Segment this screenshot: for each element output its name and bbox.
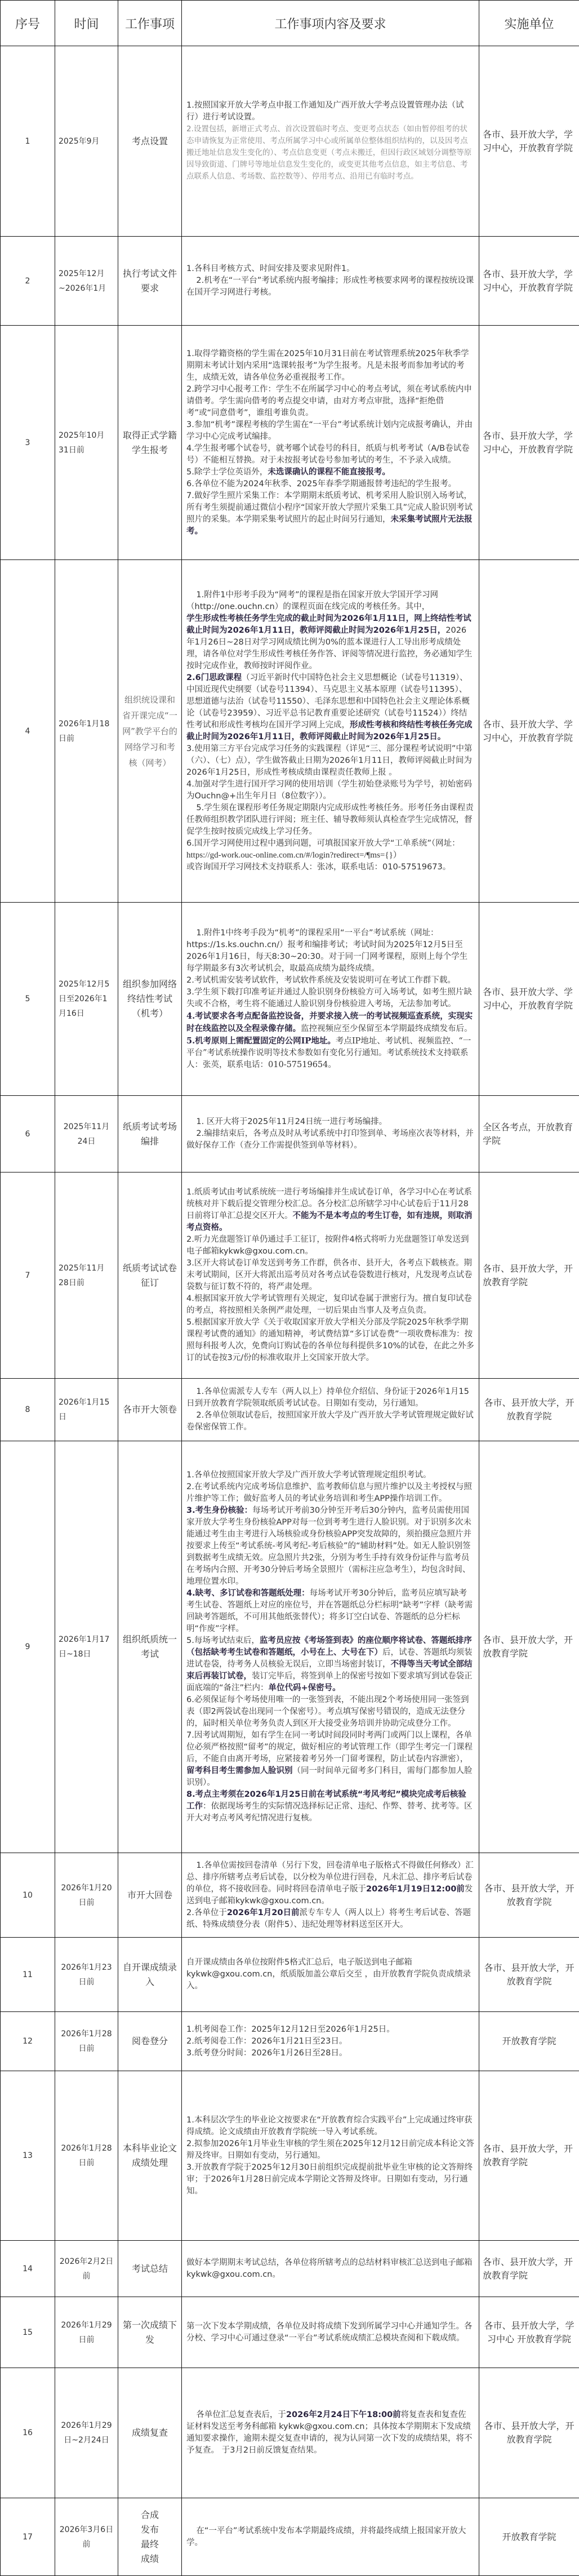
- content-para: 2.编排结束后，各考点及时从考试系统中打印签到单、考场座次表等材料，并做好保存工作（查分工作需提供签到单等材料）。: [186, 1129, 474, 1150]
- content-para: 在“一平台”考试系统中发布本学期最终成绩，并将最终成绩上报国家开放大学。: [186, 2526, 466, 2547]
- row-no: 2: [1, 237, 55, 326]
- row-unit: 各市、县开放大学，开放教育学院: [479, 2071, 579, 2241]
- header-item: 工作事项: [118, 1, 182, 46]
- row-item: 成绩复查: [118, 2368, 182, 2498]
- row-unit: 各市、县开放大学，开放教育学院: [479, 2368, 579, 2498]
- content-para: 3.使用第三方平台完成学习任务的实践课程（详见“三、部分课程考试说明”中第（六）、（七）点），学生做答截止日期为2026年1月11日，教师评阅截止时间为2026年1月25日，形成性考核成绩由课程责任教师上报 。: [186, 744, 473, 777]
- content-para: 2.纸考阅卷工作：2026年1月21日至23日。: [186, 2036, 348, 2046]
- row-unit: 各市、县开放大学，学习中心，开放教育学院: [479, 237, 579, 326]
- table-row: [1, 1441, 579, 1853]
- header-time: 时间: [55, 1, 118, 46]
- table-row: [1, 2012, 579, 2071]
- row-unit: 开放教育学院: [479, 2012, 579, 2071]
- table-row: [1, 560, 579, 903]
- row-unit: 各市、县开放大学，开放教育学院: [479, 1172, 579, 1379]
- content-para: 4.学生报考哪个试卷号，就考哪个试卷号的科目，纸质与机考考试（A/B卷试卷号）不能相互替换。对于未按报考试卷号参加考试的考生，不予录入成绩。: [186, 443, 470, 465]
- row-item: 执行考试文件要求: [118, 237, 182, 326]
- row-item: 市开大回卷: [118, 1853, 182, 1938]
- content-para: 4.考试要求各考点配备监控设备，并要求接入统一的考试视频巡查系统，实现实时在线监控以及全程录像存储。监控视频应至少保留至本学期最终成绩发布后。: [186, 1011, 473, 1033]
- header-no: 序号: [1, 1, 55, 46]
- row-content: [182, 1853, 479, 1938]
- row-unit: 各市、县开放大学，学习中心 开放教育学院: [479, 2297, 579, 2368]
- row-no: 3: [1, 326, 55, 560]
- row-content: [182, 2498, 479, 2576]
- content-para: 学生形成性考核任务学生完成的截止时间为2026年1月11日，网上终结性考试截止时间为2026年1月11日，教师评阅截止时间为2026年1月25日，2026年1月26日~28日对学习网成绩比例为0%的蓝本课进行人工导出形考成绩处理，请各单位对学生形成性考核任务作答、评阅等情况进行监控，务必通知学生按时完成作业，教师按时评阅作业。: [186, 614, 473, 670]
- row-no: 13: [1, 2071, 55, 2241]
- content-para: 2.拟参加2026年1月毕业生审核的学生须在2025年12月12日前完成本科论文答辩及终审。日期如有变动，另行通知。: [186, 2139, 474, 2160]
- row-item: 纸质考试考场编排: [118, 1096, 182, 1172]
- content-para: 5.根据国家开放大学《关于收取国家开放大学相关分部及学院2025年秋季学期课程考试费的通知》的通知精神，考试费结算“多订试卷费”一项收费标准为：按照每科报考人次，免费向订购试卷的各单位每科提供多10%的试卷，在此之外多订的试卷按3元/份的标准收取并上交国家开放大学。: [186, 1318, 474, 1362]
- row-unit: 各市、县开放大学，学习中心，开放教育学院: [479, 326, 579, 560]
- row-unit: 各市、县开放大学、学习中心，开放教育学院: [479, 560, 579, 903]
- row-no: 1: [1, 46, 55, 237]
- emphasis-text: 学生形成性考核任务学生完成的截止时间为2026年1月11日，网上终结性考试截止时间为2026年1月11日，教师评阅截止时间为2026年1月25日，: [186, 614, 471, 635]
- row-time: 2026年2月2日前: [55, 2241, 118, 2297]
- content-para: 2.6门思政课程（习近平新时代中国特色社会主义思想概论（试卷号11319）、中国近现代史纲要（试卷号11394）、马克思主义基本原理（试卷号11395）、思想道德与法治（试卷号11550）、毛泽东思想和中国特色社会主义理论体系概论（试卷号23959）、习近平总书记教育重要论述研究（试卷号11524））终结性考试和形成性考核均在国开学习网上完成，形成性考核和终结性考核任务完成截止时间为2026年1月11日，教师评阅截止时间为2026年1月25日。: [186, 673, 473, 741]
- row-unit: 各市、县开放大学，开放教育学院: [479, 1938, 579, 2012]
- row-time: 2026年1月29日~2月24日: [55, 2368, 118, 2498]
- row-time: 2025年11月24日: [55, 1096, 118, 1172]
- content-para: 4.缺考、多订试卷和答题纸处理：每场考试开考30分钟后，监考员应填写缺考考生试卷、答题纸上对应的座位号，并在答题纸总分栏标明“缺考”字样（缺考需回缺考答题纸，不可用其他纸张替代）；将多订空白试卷、答题纸的总分栏标明“作废”字样。: [186, 1589, 473, 1633]
- emphasis-text: 2026年1月20日前: [226, 1908, 300, 1917]
- emphasis-text: 形成性考核和终结性考核任务完成截止时间为2026年1月11日，教师评阅截止时间为2026年1月25日。: [186, 720, 473, 741]
- row-no: 17: [1, 2498, 55, 2576]
- row-no: 8: [1, 1379, 55, 1441]
- content-para: 1.各单位需派专人专车（两人以上）持单位介绍信、身份证于2026年1月15日到开放教育学院领取纸质考试试卷。日期如有变动，另行通知。: [186, 1387, 469, 1408]
- content-para: 2.听力光盘题签订单仍通过手工征订，按附件4格式将听力光盘题签订单发送到电子邮箱kykwk@gxou.com.cn。: [186, 1235, 469, 1256]
- row-item: 阅卷登分: [118, 2012, 182, 2071]
- row-no: 4: [1, 560, 55, 903]
- table-row: [1, 1172, 579, 1379]
- row-time: 2026年1月28日前: [55, 2012, 118, 2071]
- row-time: 2026年1月18日前: [55, 560, 118, 903]
- row-item: 取得正式学籍学生报考: [118, 326, 182, 560]
- emphasis-text: 2026年1月19日12:00前: [366, 1884, 465, 1894]
- emphasis-text: 2026年2月24日下午18:00前: [286, 2410, 401, 2419]
- row-unit: 各市、县开放大学，开放教育学院: [479, 1853, 579, 1938]
- row-item: 考试总结: [118, 2241, 182, 2297]
- content-para: 5.除学士学位英语外，未选课确认的课程不能直接报考。: [186, 467, 390, 477]
- content-para: 做好本学期期末考试总结，各单位将所辖考点的总结材料审核汇总送到电子邮箱kykwk@gxou.com.cn。: [186, 2258, 473, 2279]
- row-content: [182, 903, 479, 1096]
- content-para: 第一次下发本学期成绩，各单位及时将成绩下发到所属学习中心并通知学生。各分校、学习中心可通过登录“一平台”考试系统成绩汇总模块查阅和下载成绩。: [186, 2321, 473, 2343]
- row-item: 本科毕业论文成绩处理: [118, 2071, 182, 2241]
- table-row: [1, 2297, 579, 2368]
- table-row: [1, 2241, 579, 2297]
- emphasis-text: 监考员应按《考场签到表》的座位顺序将试卷、答题纸排序（包括缺考考生试卷和答题纸，小号在上、大号在下）: [186, 1636, 472, 1657]
- content-para: 2.设置包括，新增正式考点、首次设置临时考点、变更考点状态（如由暂停组考的状态申请恢复为正常使用、考点所属学习中心或所属单位整体组织结构的，以及因考点搬迁地址信息发生变化的）、考点信息变更（考点未搬迁，但因行政区域划分调整等原因导致街道、门牌号等地址信息发生变化的，或变更其他考点信息，如主考信息、考点联系人信息、考场数、监控数等）、停用考点、沿用已有临时考点。: [186, 125, 472, 181]
- row-unit: 各市、县开放大学，开放教育学院: [479, 2241, 579, 2297]
- row-content: [182, 1379, 479, 1441]
- content-para: 2.在考试系统内完成考场信息维护、监考教师信息与照片维护以及主考授权与照片维护等工作；做好监考人员的考试业务培训和考生APP操作培训工作。: [186, 1482, 472, 1503]
- row-item: 组织纸质统一考试: [118, 1441, 182, 1853]
- content-para: 2.考试机需安装考试软件，考试软件系统及安装说明可在考试工作群下载。: [186, 975, 456, 985]
- row-content: [182, 237, 479, 326]
- row-no: 15: [1, 2297, 55, 2368]
- row-time: 2025年11月28日前: [55, 1172, 118, 1379]
- content-para: 2.各单位领取试卷后，按照国家开放大学及广西开放大学考试管理规定做好试卷保密保管工作。: [186, 1411, 474, 1432]
- row-content: [182, 1441, 479, 1853]
- content-para: 1.附件1中形考手段为“网考”的课程是指在国家开放大学国开学习网（http://one.ouchn.cn）的课程页面在线完成的考核任务。其中，: [186, 590, 438, 611]
- row-time: 2025年10月31日前: [55, 326, 118, 560]
- row-time: 2026年1月23日前: [55, 1938, 118, 2012]
- content-para: 1.纸质考试由考试系统统一进行考场编排并生成试卷订单，各学习中心在考试系统核对并下载后提交管理分校汇总。各分校汇总所辖学习中心试卷后于11月28日前将订单汇总提交区开大。不能为不是本考点的考生订卷，如有违规，则取消考点资格。: [186, 1188, 473, 1232]
- row-unit: 各市、县开放大学，开放教育学院: [479, 1379, 579, 1441]
- row-content: [182, 2368, 479, 2498]
- work-order-system-link[interactable]: https://gd-work.ouc-online.com.cn/#/login?redirect=/¶ms={}）: [186, 850, 402, 860]
- row-no: 16: [1, 2368, 55, 2498]
- emphasis-text: 未选课确认的课程不能直接报考。: [268, 467, 390, 477]
- emphasis-text: 2.6门思政课程: [186, 673, 242, 682]
- content-para: 8.考点主考须在2026年1月25日前在考试系统“考风考纪”模块完成考后核验工作：依据现场考生的实际情况选择标记正常、违纪、作弊、替考、扰考等。区开大对考点考风考纪情况进行复核。: [186, 1790, 473, 1823]
- content-para: 3.区开大将试卷订单发送到考务工作群，供各市、县开大，各考点下载核查。期末考试期间，区开大将派出巡考员对各考点试卷袋数进行核对，凡发现考点试卷袋数与征订数不符的，将严肃处理。: [186, 1259, 473, 1291]
- content-para: 5.学生须在课程形考任务规定期限内完成形成性考核任务。形考任务由课程责任教师组织教学团队进行评阅；班主任、辅导教师须认真检查学生完成情况，督促学生按时按质完成线上学习任务。: [186, 803, 474, 836]
- row-content: [182, 2071, 479, 2241]
- content-para: 3.考生身份核验：每场考试开考前30分钟至开考后30分钟内，监考员需使用国家开放大学考生身份核验APP对每一位到考考生进行人脸识别。对于识别多次未能通过考生由主考进行入场核验或身份核验APP突发故障的，须拍摄应急照片并按要求上传至“考试系统-考风考纪-考后核验”的“辅助材料”处。如无人脸识别签到数据考生成绩无效。应急照片共2张，分别为考生手持有效身份证件与监考员在考场内合照、开考30分钟后考场全景照片（需标注应急考生），均包含时间、地理位置水印。: [186, 1506, 471, 1586]
- emphasis-text: 8.考点主考须在2026年1月25日前在考试系统“考风考纪”模块完成考后核验工作: [186, 1790, 466, 1811]
- row-unit: 各市、县开放大学，开放教育学院: [479, 1441, 579, 1853]
- content-para: 1.取得学籍资格的学生需在2025年10月31日前在考试管理系统2025年秋季学期期末考试计划内采用“选课转报考”为学生报考。凡是未报考而参加考试的考生，成绩无效，请各单位务必重视报考工作。: [186, 349, 469, 382]
- content-para: 1.各科目考核方式、时间安排及要求见附件1。: [186, 264, 355, 273]
- row-item: 各市开大领卷: [118, 1379, 182, 1441]
- row-time: 2026年1月20日前: [55, 1853, 118, 1938]
- row-item: 组织统设课和省开课完成“一网”教学平台的网络学习和考核（网考）: [118, 560, 182, 903]
- emphasis-text: 4.缺考、多订试卷和答题纸处理：: [186, 1589, 310, 1598]
- emphasis-text: 留考科目考生需参加人脸识别: [186, 1766, 293, 1775]
- content-para: 2.各单位于2026年1月20日前派专车专人（两人以上）将考生考后试卷、答题纸、特殊成绩登分表（附件5）、违纪处理等材料送至区开大。: [186, 1908, 471, 1929]
- row-content: [182, 1938, 479, 2012]
- row-no: 9: [1, 1441, 55, 1853]
- row-content: [182, 2012, 479, 2071]
- table-row: [1, 2071, 579, 2241]
- row-content: [182, 2241, 479, 2297]
- content-para: 2.跨学习中心报考工作：学生不在所属学习中心的考点考试，须在考试系统内申请借考。学生需向借考的考点提交申请，由对方考点审批，选择“拒绝借考”或“同意借考”，谁组考谁负责。: [186, 384, 472, 418]
- content-para: 3.开放教育学院于2025年12月30日前组织完成提前批毕业生审核的论文答辩终审；于2026年1月28日前完成本学期论文答辩及终审。日期如有变动，另行通知。: [186, 2162, 473, 2196]
- row-time: 2025年9月: [55, 46, 118, 237]
- row-no: 11: [1, 1938, 55, 2012]
- table-row: [1, 2368, 579, 2498]
- row-item: 第一次成绩下发: [118, 2297, 182, 2368]
- row-content: [182, 2297, 479, 2368]
- content-para: 或咨询国开学习网技术支持联系人：张冰，联系电话：010-57519673。: [186, 862, 451, 872]
- row-content: [182, 326, 479, 560]
- header-unit: 实施单位: [479, 1, 579, 46]
- table-row: [1, 46, 579, 237]
- header-content: 工作事项内容及要求: [182, 1, 479, 46]
- row-no: 5: [1, 903, 55, 1096]
- row-no: 7: [1, 1172, 55, 1379]
- content-para: 4.加强对学生进行国开学习网的使用培训（学生初始登录账号为学号，初始密码为Ouchn@+出生年月日（8位数字））。: [186, 779, 472, 801]
- content-para: 1.按照国家开放大学考点申报工作通知及广西开放大学考点设置管理办法（试行）进行考试设置。: [186, 101, 464, 122]
- row-item: 纸质考试试卷征订: [118, 1172, 182, 1379]
- row-unit: 全区各考点，开放教育学院: [479, 1096, 579, 1172]
- content-para: 1.本科层次学生的毕业论文按要求在“开放教育综合实践平台”上完成通过终审获得成绩。论文成绩由开放教育学院统一导入考试系统。: [186, 2115, 473, 2137]
- content-para: 7.因考试周期短，如有学生在同一考试时间段同时考两门或两门以上课程，各单位必须严格按照“留考”的规定，做好相应的考试管理工作（即学生考完一门课程后，不能自由离开考场，应紧接着考另外一门留考课程，防止试卷内容泄密），留考科目考生需参加人脸识别（同一时间单元留考多门科目，需每门都参加人脸识别）。: [186, 1731, 473, 1787]
- table-row: [1, 1853, 579, 1938]
- row-item: 考点设置: [118, 46, 182, 237]
- content-para: 1. 区开大将于2025年11月24日统一进行考场编排。: [196, 1117, 388, 1126]
- row-content: [182, 1096, 479, 1172]
- table-row: [1, 2498, 579, 2576]
- row-time: 2026年1月28日前: [55, 2071, 118, 2241]
- row-item: 自开课成绩录入: [118, 1938, 182, 2012]
- row-no: 10: [1, 1853, 55, 1938]
- content-para: 1.附件1中终考手段为“机考”的课程采用“一平台”考试系统（网址：https://1s.ks.ouchn.cn/）报考和编排考试；考试时间为2025年12月5日至2026年1月16日，每天8:30~20:30。对于同一门网考课程，原则上每个学生每学期最多有3次考试机会，取最高成绩为最终成绩。: [186, 928, 468, 973]
- content-para: 3.纸考登分时间：2026年1月26日至28日。: [186, 2048, 348, 2058]
- table-row: [1, 903, 579, 1096]
- table-row: [1, 1096, 579, 1172]
- row-no: 6: [1, 1096, 55, 1172]
- table-row: [1, 1938, 579, 2012]
- emphasis-text: 5.机考原则上需配置固定的公网IP地址。: [186, 1036, 336, 1046]
- content-para: 6.国开学习网使用过程中遇到问题，可填报国家开放大学“工单系统”（网址：: [186, 838, 460, 848]
- row-time: 2025年12月5日至2026年1月16日: [55, 903, 118, 1096]
- row-no: 12: [1, 2012, 55, 2071]
- content-para: 5.机考原则上需配置固定的公网IP地址。考点IP地址、考试机、视频监控、“一平台”考试系统操作说明等技术参数如有变化另行通知。考试系统技术支持联系人：张英，联系电话：010-57519654。: [186, 1036, 471, 1069]
- content-para: 4.根据国家开放大学考试管理有关规定，复印试卷属于泄密行为。擅自复印试卷的考点，将按照相关条例严肃处理，一切后果由当事人及考点负责。: [186, 1294, 472, 1315]
- emphasis-text: 不能为不是本考点的考生订卷，如有违规，则取消考点资格。: [186, 1211, 473, 1232]
- content-para: 各单位汇总复查表后，于2026年2月24日下午18:00前将复查表和复查佐证材料发送至考务科邮箱 kykwk@gxou.com.cn；具体按本学期期末下发成绩通知要求操作，逾期未提交复查申请的，视为认同第一次下发的成绩结果，将不予复查。 于3月2日前反馈复查结果。: [186, 2410, 473, 2455]
- row-time: 2026年1月29日前: [55, 2297, 118, 2368]
- row-time: 2025年12月~2026年1月: [55, 237, 118, 326]
- row-content: [182, 1172, 479, 1379]
- table-row: [1, 326, 579, 560]
- content-para: 1.各单位按照国家开放大学及广西开放大学考试管理规定组织考试。: [186, 1471, 431, 1480]
- emphasis-text: 单位代码+保密号。: [268, 1684, 341, 1693]
- content-para: 3.参加“机考”课程考核的学生需在“一平台”考试系统计划内完成报考确认，并由学习中心完成考试编排。: [186, 420, 473, 441]
- content-para: 7.做好学生照片采集工作：本学期期末纸质考试、机考采用人脸识别入场考试，所有考生须提前通过微信小程序“国家开放大学照片采集工具”完成人脸识别考试照片的采集。本学期采集考试照片的起止时间另行通知，未采集考试照片无法报考。: [186, 491, 473, 536]
- row-content: [182, 46, 479, 237]
- row-no: 14: [1, 2241, 55, 2297]
- row-item: 合成发布最终成绩: [118, 2498, 182, 2576]
- row-time: 2026年3月6日前: [55, 2498, 118, 2576]
- table-header-row: [1, 1, 579, 46]
- content-para: 1.机考阅卷工作：2025年12月12日至2026年1月25日。: [186, 2024, 395, 2034]
- emphasis-text: 未采集考试照片无法报考。: [186, 514, 473, 536]
- content-para: 1.各单位需按回卷清单（另行下发，回卷清单电子版格式不得做任何修改）汇总、排序所辖考点考后试卷，以分校为单位进行回卷，凡未汇总、排序考后试卷的单位，将不接收回卷。同时将回卷清单电子版于2026年1月19日12:00前发送到电子邮箱kykwk@gxou.com.cn。: [186, 1860, 474, 1906]
- row-unit: 各市、县开放大学、学习中心，开放教育学院: [479, 903, 579, 1096]
- content-para: 3.学生须下载打印准考证并通过人脸识别身份核验方可入场考试，如考生照片缺失或不合格，考生将不能通过人脸识别身份核验进入考场，无法参加考试。: [186, 987, 472, 1009]
- row-time: 2026年1月17日~18日: [55, 1441, 118, 1853]
- content-para: 自开课成绩由各单位按附件5格式汇总后，电子版送到电子邮箱kykwk@gxou.com.cn，纸质版加盖公章后交至 ，由开放教育学院负责成绩录入。: [186, 1958, 471, 1991]
- emphasis-text: 不得等当天考试全部结束后再装订试卷，: [186, 1660, 473, 1681]
- table-row: [1, 237, 579, 326]
- emphasis-text: 3.考生身份核验：: [186, 1506, 253, 1515]
- row-unit: 各市、县开放大学，学习中心，开放教育学院: [479, 46, 579, 237]
- row-content: [182, 560, 479, 903]
- row-time: 2026年1月15日: [55, 1379, 118, 1441]
- content-para: 6.各单位不能为2024年秋季、2025年春季学期通报替考违纪的学生报考。: [186, 479, 457, 488]
- content-para: 6.必须保证每个考场使用唯一的一张签到表，不能出现2个考场使用同一张签到表（即2两袋试卷出现同一个保密号）。考点填写保密号错误的，造成无法登分的，届时相关单位考务负责人到区开大接受业务培训并协助完成登分工作。: [186, 1695, 469, 1728]
- table-row: [1, 1379, 579, 1441]
- row-unit: 开放教育学院: [479, 2498, 579, 2576]
- emphasis-text: 4.考试要求各考点配备监控设备，并要求接入统一的考试视频巡查系统，实现实时在线监控以及全程录像存储。: [186, 1011, 473, 1033]
- content-para: 5.每场考试结束后，监考员应按《考场签到表》的座位顺序将试卷、答题纸排序（包括缺考考生试卷和答题纸，小号在上、大号在下）后，试卷、答题纸均须装进试卷袋，待考务人员核验无误后，立即当场密封装订，不得等当天考试全部结束后再装订试卷，装订完毕后，将签到单上的保密号按如下要求填写到试卷袋正面底端的“备注”栏内：单位代码+保密号。: [186, 1636, 473, 1693]
- content-para: 2.机考在“一平台”考试系统内报考编排；形成性考核要求网考的课程按统设课在国开学习网进行考核。: [186, 276, 474, 297]
- row-item: 组织参加网络终结性考试（机考）: [118, 903, 182, 1096]
